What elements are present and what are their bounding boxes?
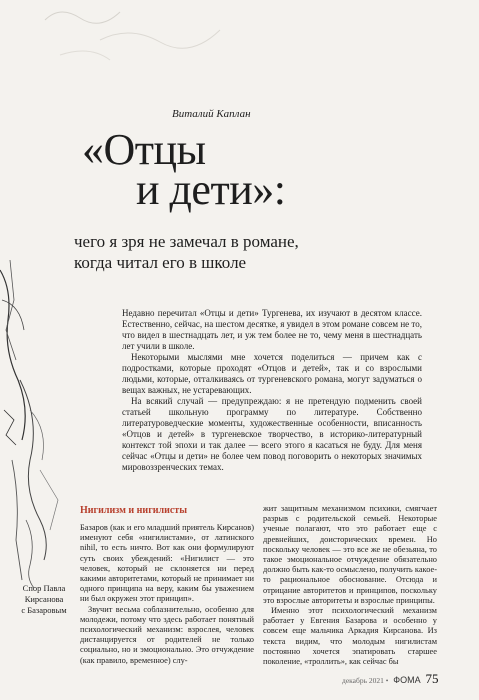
caption-line: Спор Павла: [22, 583, 66, 593]
issue-date: декабрь 2021: [342, 676, 384, 685]
body-paragraph: Звучит весьма соблазнительно, особенно для молодежи, потому что здесь работает понятный психологический механизм: взрослея, человек дистанцируется от родителей не только социально, но и эмоционально. Это отчуждение (как правило, временное) слу-: [80, 604, 254, 665]
article-title: [82, 125, 286, 214]
page-footer: [342, 671, 438, 687]
intro-paragraph: Некоторыми мыслями мне хочется поделиться — причем как с подростками, которые проходят «Отцов и детей», так и со взрослыми людьми, которые, отталкиваясь от тургеневского романа, могут задуматься о вещах важных, не устаревающих.: [122, 352, 422, 395]
article-subtitle: [74, 231, 299, 273]
article-intro: [122, 308, 422, 473]
footer-bullet: •: [385, 676, 389, 685]
section-heading: Нигилизм и нигилисты: [80, 505, 188, 516]
top-sketch-illustration: [40, 0, 240, 70]
sketch-illustration: [0, 260, 80, 590]
caption-line: Кирсанова: [24, 594, 64, 604]
body-paragraph: Именно этот психологический механизм работает у Евгения Базарова и особенно у совсем еще мальчика Аркадия Кирсанова. Из текста видим, что молодым нигилистам постоянно хочется эпатировать старшее поколение, «троллить», как сейчас бы: [263, 606, 437, 667]
body-paragraph: жит защитным механизмом психики, смягчает разрыв с родительской семьей. Некоторые ученые полагают, что это работает еще с древнейших, доисторических времен. Но поскольку человек — это все же не обезьяна, то такое эмоциональное отчуждение обязательно должно быть как-то осмыслено, получить какое-то рациональное обоснование. Отсюда и отрицание авторитетов и принципов, поскольку это взрослые авторитеты и взрослые принципы.: [263, 504, 437, 605]
title-line-1: «Отцы: [82, 125, 206, 174]
page-number: 75: [425, 671, 439, 686]
illustration-caption: [16, 583, 72, 616]
title-line-2: и дети»:: [136, 165, 286, 214]
body-column-1: [80, 523, 254, 666]
subtitle-line-2: когда читал его в школе: [74, 253, 247, 272]
intro-paragraph: На всякий случай — предупреждаю: я не претендую подменить своей статьей школьную программу по литературе. Собственно литературоведческие моменты, художественные особенности, вписанность «Отцов и детей» в тургеневское творчество, в историко-литературный контекст той эпохи и так далее — всего этого я касаться не буду. Для меня сейчас «Отцы и дети» не более чем повод поговорить о некоторых значимых мировоззренческих темах.: [122, 396, 422, 472]
intro-paragraph: Недавно перечитал «Отцы и дети» Тургенева, их изучают в десятом классе. Естественно, сейчас, на шестом десятке, я увидел в этом романе совсем не то, что видел в шестнадцать лет, и уж тем более не то, чему меня в шестнадцать лет учили в школе.: [122, 308, 422, 351]
body-paragraph: Базаров (как и его младший приятель Кирсанов) именуют себя «нигилистами», от латинского nihil, то есть ничто. Вот как они формулируют суть своих убеждений: «Нигилист — это человек, который не склоняется ни перед какими авторитетами, который не принимает ни одного принципа на веру, каким бы уважением ни был окружен этот принцип».: [80, 523, 254, 604]
caption-line: с Базаровым: [21, 605, 67, 615]
subtitle-line-1: чего я зря не замечал в романе,: [74, 232, 299, 251]
magazine-name: ФОМА: [393, 675, 421, 685]
body-column-2: [263, 504, 437, 667]
article-author: Виталий Каплан: [172, 108, 251, 120]
